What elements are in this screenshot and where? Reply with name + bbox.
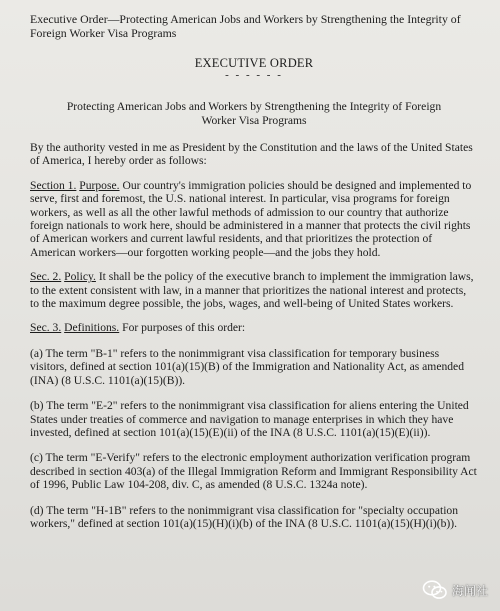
section-3-paragraph <box>30 321 478 334</box>
watermark-text: 海闻社 <box>451 583 488 598</box>
section-2-paragraph <box>30 270 478 310</box>
wechat-logo-icon <box>422 580 448 600</box>
section-3-number: Sec. 3. <box>30 321 62 335</box>
watermark <box>422 580 488 600</box>
section-1-paragraph <box>30 179 478 259</box>
executive-order-heading: EXECUTIVE ORDER <box>194 56 314 70</box>
section-3-heading: Definitions. <box>64 321 120 335</box>
definition-e-verify: (c) The term "E-Verify" refers to the electronic employment authorization verification program described in section 403(a) of the Illegal Immigration Reform and Immigrant Responsibility Act of 1996, Public Law 104-208, div. C, as amended (8 U.S.C. 1324a note). <box>30 451 477 492</box>
section-3-text: For purposes of this order: <box>119 321 246 335</box>
section-1-heading: Purpose. <box>79 178 120 192</box>
document-header-title: Executive Order—Protecting American Jobs and Workers by Strengthening the Integrity of Foreign Worker Visa Programs <box>30 12 461 40</box>
section-2-number: Sec. 2. <box>30 270 62 284</box>
section-1-text: Our country's immigration policies should be designed and implemented to serve, first and foremost, the U.S. national interest. In particular, visa programs for foreign workers, as well as all the other lawful methods of admission to our country that authorize foreign nationals to work here, should be administered in a manner that protects the civil rights of American workers and current lawful residents, and that prioritizes the protection of American workers—our forgotten working people—and the jobs they hold. <box>30 178 472 259</box>
order-subtitle: Protecting American Jobs and Workers by Strengthening the Integrity of Foreign Worker Visa Programs <box>66 100 442 127</box>
definition-b1: (a) The term "B-1" refers to the nonimmigrant visa classification for temporary business visitors, defined at section 101(a)(15)(B) of the Immigration and Nationality Act, as amended (INA) (8 U.S.C. 1101(a)(15)(B)). <box>30 346 465 387</box>
section-1-number: Section 1. <box>30 178 77 192</box>
section-2-text: It shall be the policy of the executive branch to implement the immigration laws, to the extent consistent with law, in a manner that prioritizes the national interest and protects, to the maximum degree possible, the jobs, wages, and well-being of United States workers. <box>30 270 474 311</box>
section-2-heading: Policy. <box>64 270 96 284</box>
definition-h1b: (d) The term "H-1B" refers to the nonimmigrant visa classification for "specialty occupation workers," defined at section 101(a)(15)(H)(i)(b) of the INA (8 U.S.C. 1101(a)(15)(H)(i)(b)). <box>30 503 459 530</box>
preamble-paragraph: By the authority vested in me as President by the Constitution and the laws of the United States of America, I hereby order as follows: <box>30 141 473 168</box>
heading-separator: - - - - - - <box>225 69 283 81</box>
definition-e2: (b) The term "E-2" refers to the nonimmigrant visa classification for aliens entering the United States under treaties of commerce and navigation to manage enterprises in which they have invested, defined at section 101(a)(15)(E)(ii) of the INA (8 U.S.C. 1101(a)(15)(E)(ii)). <box>30 399 469 439</box>
